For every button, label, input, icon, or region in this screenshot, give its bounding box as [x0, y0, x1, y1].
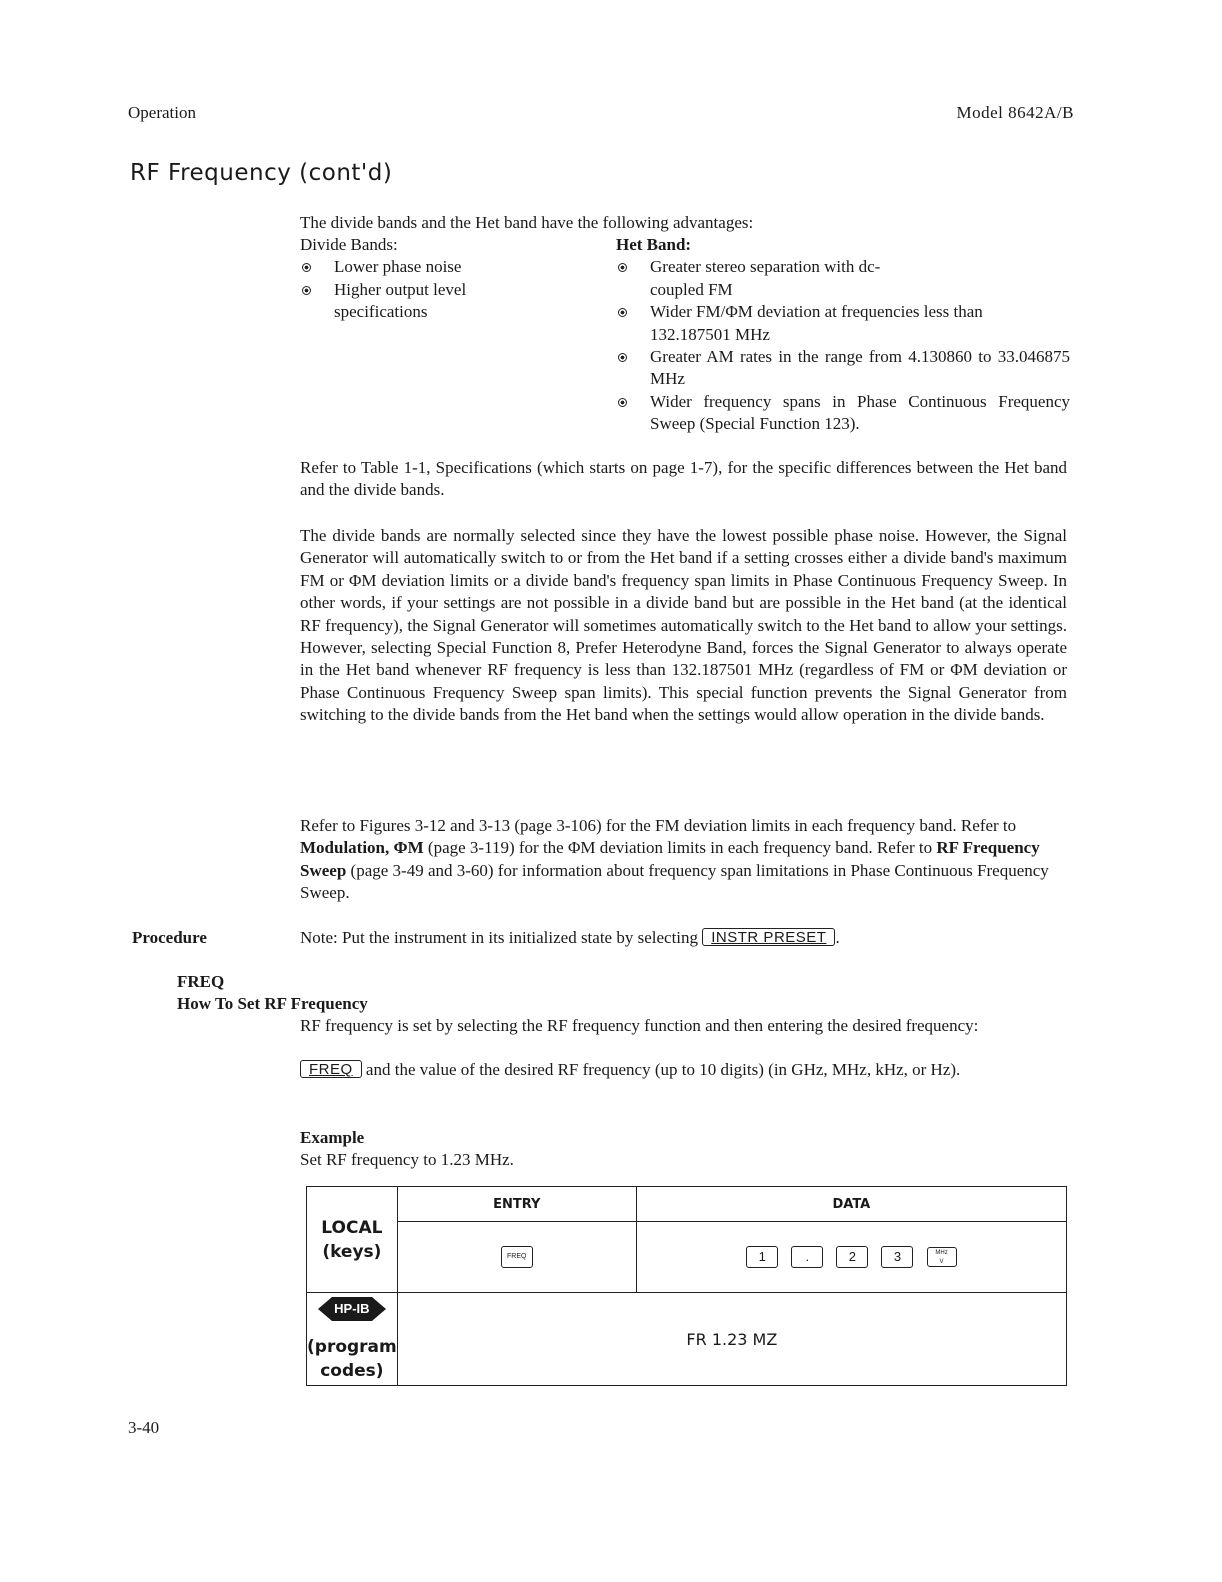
key-decimal: . — [791, 1246, 823, 1268]
page-title: RF Frequency (cont'd) — [130, 160, 393, 186]
link-rf-frequency-sweep: RF Frequency Sweep — [300, 838, 1040, 880]
data-cell — [636, 1222, 1066, 1293]
example-text: Set RF frequency to 1.23 MHz. — [300, 1150, 514, 1169]
program-code-cell: FR 1.23 MZ — [397, 1293, 1066, 1386]
het-item: Greater AM rates in the range from 4.130860 to 33.046875 MHz — [616, 346, 1070, 391]
divide-bands-heading: Divide Bands: — [300, 235, 398, 254]
divide-item: Lower phase noise — [300, 256, 515, 278]
procedure-note: Note: Put the instrument in its initialized state by selecting INSTR PRESET . — [300, 928, 840, 947]
bullet-icon — [618, 263, 627, 272]
bullet-icon — [302, 263, 311, 272]
header-model-label: Model 8642A/B — [956, 103, 1074, 122]
link-modulation-phim: Modulation, ΦM — [300, 838, 424, 858]
paragraph-band-switching: The divide bands are normally selected since they have the lowest possible phase noise. However, the Signal Generator will automatically switch to or from the Het band if a setting crosses either a divide band's maximum FM or ΦM deviation limits or a divide band's frequency span limits in Phase Continuous Frequency Sweep. In other words, if your settings are not possible in a divide band but are possible in the Het band (at the identical RF frequency), the Signal Generator will sometimes automatically switch to the Het band to allow your settings. However, selecting Special Function 8, Prefer Heterodyne Band, forces the Signal Generator to always operate in the Het band whenever RF frequency is less than 132.187501 MHz (regardless of FM or ΦM deviation or Phase Continuous Frequency Sweep span limits). This special function prevents the Signal Generator from switching to the divide bands from the Het band when the settings would allow operation in the divide bands. — [300, 526, 1067, 725]
freq-description: RF frequency is set by selecting the RF frequency function and then entering the desired frequency: — [300, 1016, 979, 1035]
freq-entry-key: FREQ — [501, 1246, 533, 1268]
instr-preset-key: INSTR PRESET — [702, 928, 835, 946]
row-label-program-codes: HP-IB (program codes) — [307, 1293, 398, 1386]
het-item: Wider FM/ΦM deviation at frequencies less than 132.187501 MHz — [616, 301, 1030, 346]
procedure-label: Procedure — [132, 928, 207, 947]
bullet-icon — [618, 353, 627, 362]
het-band-heading: Het Band: — [616, 235, 692, 254]
how-to-set-heading: How To Set RF Frequency — [177, 994, 368, 1013]
divide-item: Higher output level specifications — [300, 279, 515, 324]
paragraph-deviation-limits: Refer to Figures 3-12 and 3-13 (page 3-106) for the FM deviation limits in each frequency band. Refer to Modulation, ΦM (page 3-119) for the ΦM deviation limits in each frequency band. Refer to RF Frequency Sweep (page 3-49 and 3-60) for information about frequency span limitations in Phase Continuous Frequency Sweep. — [300, 816, 1049, 903]
het-item: Greater stereo separation with dc-coupled FM — [616, 256, 930, 301]
freq-instruction: FREQ and the value of the desired RF frequency (up to 10 digits) (in GHz, MHz, kHz, or Hz). — [300, 1059, 1067, 1081]
row-label-local: LOCAL (keys) — [307, 1187, 398, 1293]
advantages-intro: The divide bands and the Het band have the following advantages: — [300, 213, 754, 232]
hpib-logo: HP-IB — [318, 1296, 386, 1322]
column-header-entry: ENTRY — [397, 1187, 636, 1222]
het-item: Wider frequency spans in Phase Continuous Frequency Sweep (Special Function 123). — [616, 391, 1070, 436]
header-section-label: Operation — [128, 103, 196, 122]
divide-bands-column — [300, 234, 540, 324]
bullet-icon — [618, 308, 627, 317]
key-mhz: MHz V — [927, 1247, 957, 1267]
bullet-icon — [618, 398, 627, 407]
column-header-data: DATA — [636, 1187, 1066, 1222]
key-3: 3 — [881, 1246, 913, 1268]
freq-heading: FREQ — [177, 972, 225, 991]
entry-cell — [397, 1222, 636, 1293]
key-1: 1 — [746, 1246, 778, 1268]
paragraph-specifications-ref: Refer to Table 1-1, Specifications (which starts on page 1-7), for the specific differences between the Het band and the divide bands. — [300, 458, 1067, 500]
key-2: 2 — [836, 1246, 868, 1268]
example-table — [306, 1186, 1067, 1386]
page-number: 3-40 — [128, 1418, 160, 1437]
example-heading: Example — [300, 1128, 365, 1147]
het-band-column — [616, 234, 1070, 436]
freq-key: FREQ — [300, 1060, 362, 1078]
bullet-icon — [302, 286, 311, 295]
